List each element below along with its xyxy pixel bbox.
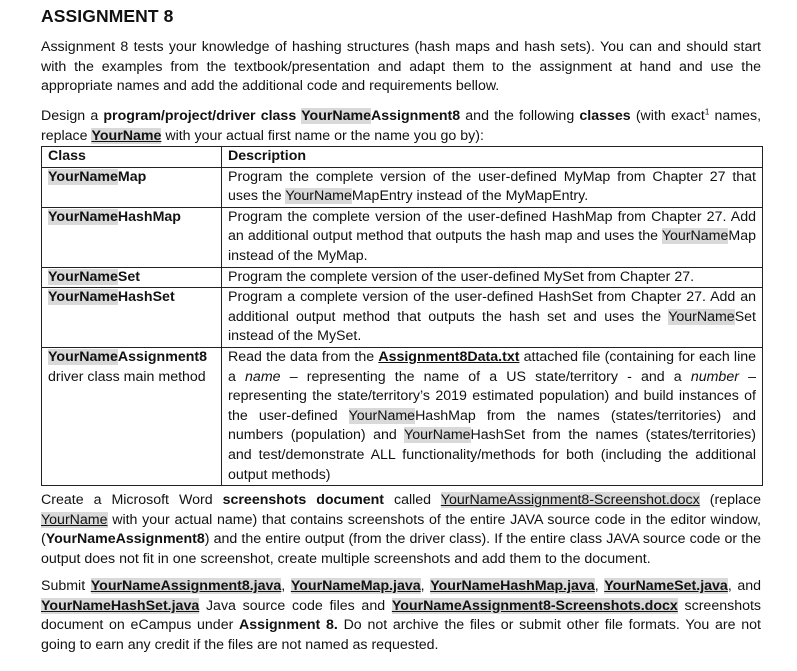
submit-file-name: YourNameAssignment8.java [90, 578, 282, 594]
yourname-highlight: YourName [91, 127, 162, 144]
submit-file-name: YourNameSet.java [604, 578, 728, 594]
table-row [42, 267, 763, 288]
submit-file-name: YourNameAssignment8-Screenshots.docx [391, 597, 678, 614]
assignment-title: ASSIGNMENT 8 [41, 6, 174, 26]
classes-table [41, 146, 763, 486]
column-header-description: Description [222, 147, 763, 168]
column-header-class: Class [42, 147, 222, 168]
table-header-row [42, 147, 763, 168]
class-name-cell: YourNameHashMap [42, 207, 222, 267]
submit-paragraph: Submit YourNameAssignment8.java, YourNameMap.java, YourNameHashMap.java, YourNameSet.java, and YourNameHashSet.java Java source code files and YourNameAssignment8-Screenshots.docx screenshots document on eCampus under Assignment 8. Do not archive the files or submit other file formats. You are not going to earn any credit if the files are not named as requested. [41, 578, 762, 653]
class-description-cell: Program the complete version of the user-defined HashMap from Chapter 27. Add an additional output method that outputs the hash map and uses the YourNameMap instead of the MyMap. [222, 207, 763, 267]
yourname-highlight: YourName [301, 108, 372, 124]
class-name-cell: YourNameMap [42, 167, 222, 207]
submit-file-name: YourNameMap.java [290, 578, 421, 594]
table-row [42, 288, 763, 348]
class-description-cell: Read the data from the Assignment8Data.txt attached file (containing for each line a name – representing the name of a US state/territory - and a number – representing the state/territory’s 2019 estimated population) and build instances of the user-defined YourNameHashMap from the names (states/territories) and numbers (population) and YourNameHashSet from the names (states/territories) and test/demonstrate ALL functionality/methods for both (including the additional output methods) [222, 347, 763, 485]
design-paragraph: Design a program/project/driver class YourNameAssignment8 and the following classes (with exact$^1$ names, replace YourName with your actual first name or the name you go by): [41, 107, 762, 144]
class-name-cell: YourNameHashSet [42, 288, 222, 348]
submit-file-name: YourNameHashSet.java [41, 597, 200, 614]
intro-paragraph: Assignment 8 tests your knowledge of hashing structures (hash maps and hash sets). You can and should start with the examples from the textbook/presentation and adapt them to the assignment at hand and use the appropriate names and add the additional code and requirements bellow. [41, 39, 761, 95]
data-file-name: Assignment8Data.txt [378, 348, 520, 365]
class-description-cell: Program the complete version of the user-defined MyMap from Chapter 27 that uses the YourNameMapEntry instead of the MyMapEntry. [222, 167, 763, 207]
screenshots-paragraph: Create a Microsoft Word screenshots document called YourNameAssignment8-Screenshot.docx (replace YourName with your actual name) that contains screenshots of the entire JAVA source code in the editor window, (YourNameAssignment8) and the entire output (from the driver class). If the entire class JAVA source code or the output does not fit in one screenshot, create multiple screenshots and add them to the document. [41, 492, 761, 567]
table-row [42, 167, 763, 207]
class-name-cell: YourNameSet [42, 267, 222, 288]
class-description-cell: Program the complete version of the user-defined MySet from Chapter 27. [222, 267, 763, 288]
class-description-cell: Program a complete version of the user-defined HashSet from Chapter 27. Add an additional output method that outputs the hash set and uses the YourNameSet instead of the MySet. [222, 288, 763, 348]
table-row [42, 207, 763, 267]
class-name-cell: YourNameAssignment8 driver class main method [42, 347, 222, 485]
table-row [42, 347, 763, 485]
submit-file-name: YourNameHashMap.java [430, 578, 595, 594]
screenshot-file-name: YourNameAssignment8-Screenshot.docx [440, 492, 700, 508]
footnote-marker: 1 [704, 107, 710, 117]
